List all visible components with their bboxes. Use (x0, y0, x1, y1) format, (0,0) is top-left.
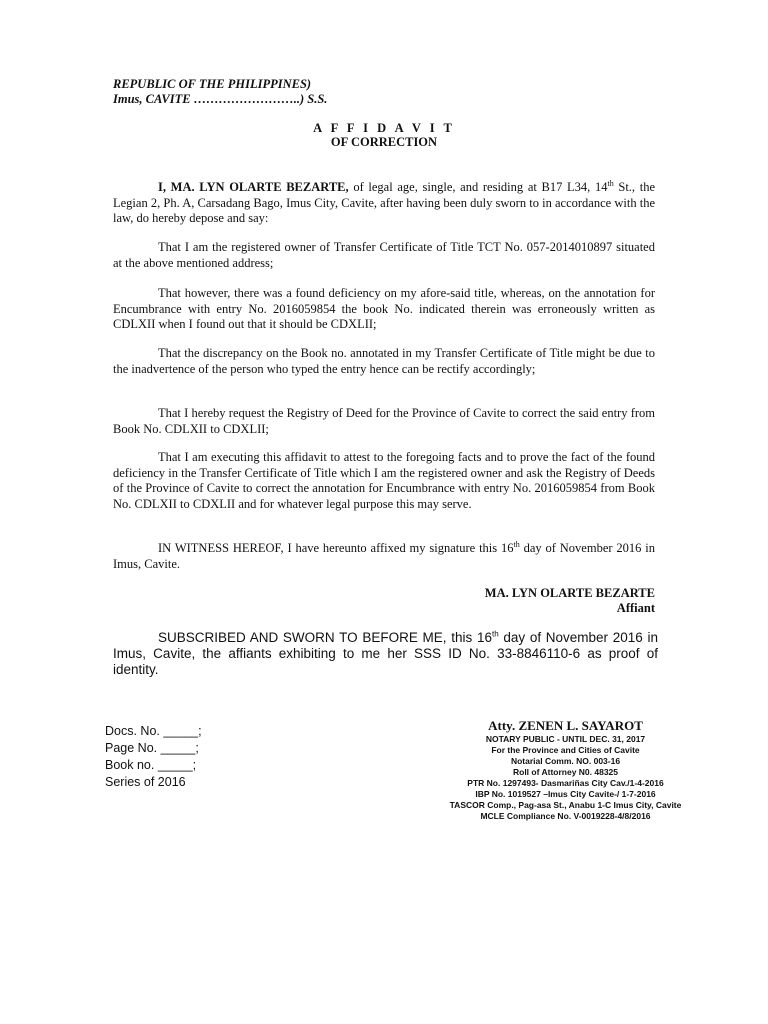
witness-text-1: IN WITNESS HEREOF, I have hereunto affixed my signature this 16 (158, 541, 514, 555)
notary-line: PTR No. 1297493- Dasmariñas City Cav./1-4-2016 (467, 778, 664, 788)
notary-line: For the Province and Cities of Cavite (491, 745, 640, 755)
paragraph-text: That I am the registered owner of Transfer Certificate of Title TCT No. 057-2014010897 situated at the above mentioned address; (113, 240, 655, 270)
venue-block (113, 77, 327, 107)
notary-block (393, 718, 738, 822)
intro-text-2: St., the Legian 2, Ph. A, Carsadang Bago, Imus City, Cavite, after having been duly sworn to in accordance with the law, do hereby depose and say: (113, 180, 655, 225)
notary-line: NOTARY PUBLIC - UNTIL DEC. 31, 2017 (485, 734, 646, 744)
paragraph-text: That I am executing this affidavit to attest to the foregoing facts and to prove the fact of the found deficiency in the Transfer Certificate of Title which I am the registered owner and ask the Registry of Deeds of the Province of Cavite to correct the annotation for Encumbrance with entry No. 2016059854 from Book No. CDLXII to CDXLII and for whatever legal purpose this may serve. (113, 450, 655, 511)
jurat-paragraph (113, 630, 658, 678)
notary-line: IBP No. 1019527 –Imus City Cavite-/ 1-7-2016 (475, 789, 656, 799)
paragraph-text: That however, there was a found deficiency on my afore-said title, whereas, on the annotation for Encumbrance with entry No. 2016059854 the book No. indicated therein was erroneously written as CDLXII when I found out that it should be CDXLII; (113, 286, 655, 331)
document-subtitle: OF CORRECTION (330, 135, 438, 149)
intro-paragraph (113, 180, 655, 227)
paragraph-text: That I hereby request the Registry of Deed for the Province of Cavite to correct the said entry from Book No. CDLXII to CDXLII; (113, 406, 655, 436)
notary-line: MCLE Compliance No. V-0019228-4/8/2016 (480, 811, 651, 821)
jurat-text-1: SUBSCRIBED AND SWORN TO BEFORE ME, this 16 (158, 630, 492, 645)
notary-line: Notarial Comm. NO. 003-16 (510, 756, 621, 766)
docs-number: Docs. No. _____; (105, 724, 202, 738)
witness-text-2: day of November 2016 in Imus, Cavite. (113, 541, 655, 571)
document-title: A F F I D A V I T (313, 121, 455, 135)
affiant-name-intro: I, MA. LYN OLARTE BEZARTE, (158, 180, 349, 194)
paragraph-text: That the discrepancy on the Book no. annotated in my Transfer Certificate of Title might be due to the inadvertence of the person who typed the entry hence can be rectify accordingly; (113, 346, 655, 376)
notary-line: Roll of Attorney N0. 48325 (512, 767, 619, 777)
affiant-signature-name: MA. LYN OLARTE BEZARTE (484, 586, 655, 600)
page-number: Page No. _____; (105, 741, 199, 755)
paragraph-ownership (113, 240, 655, 271)
series-year: Series of 2016 (105, 775, 186, 789)
paragraph-discrepancy (113, 346, 655, 377)
venue-city: Imus, CAVITE ……………………..) S.S. (113, 92, 328, 106)
notary-line: TASCOR Comp., Pag-asa St., Anabu 1-C Imus City, Cavite (449, 800, 682, 810)
witness-superscript: th (513, 539, 520, 549)
intro-superscript: th (607, 178, 614, 188)
notary-name: Atty. ZENEN L. SAYAROT (488, 718, 643, 733)
paragraph-deficiency (113, 286, 655, 333)
witness-paragraph (113, 541, 655, 572)
paragraph-request (113, 406, 655, 437)
venue-republic: REPUBLIC OF THE PHILIPPINES) (113, 77, 312, 91)
intro-text-1: of legal age, single, and residing at B17 L34, 14 (348, 180, 608, 194)
affiant-role: Affiant (616, 601, 655, 615)
jurat-text-2: day of November 2016 in Imus, Cavite, the affiants exhibiting to me her SSS ID No. 33-8846110-6 as proof of identity. (113, 630, 658, 677)
jurat-superscript: th (491, 629, 499, 639)
docs-block (105, 723, 202, 791)
book-number: Book no. _____; (105, 758, 197, 772)
paragraph-purpose (113, 450, 655, 512)
